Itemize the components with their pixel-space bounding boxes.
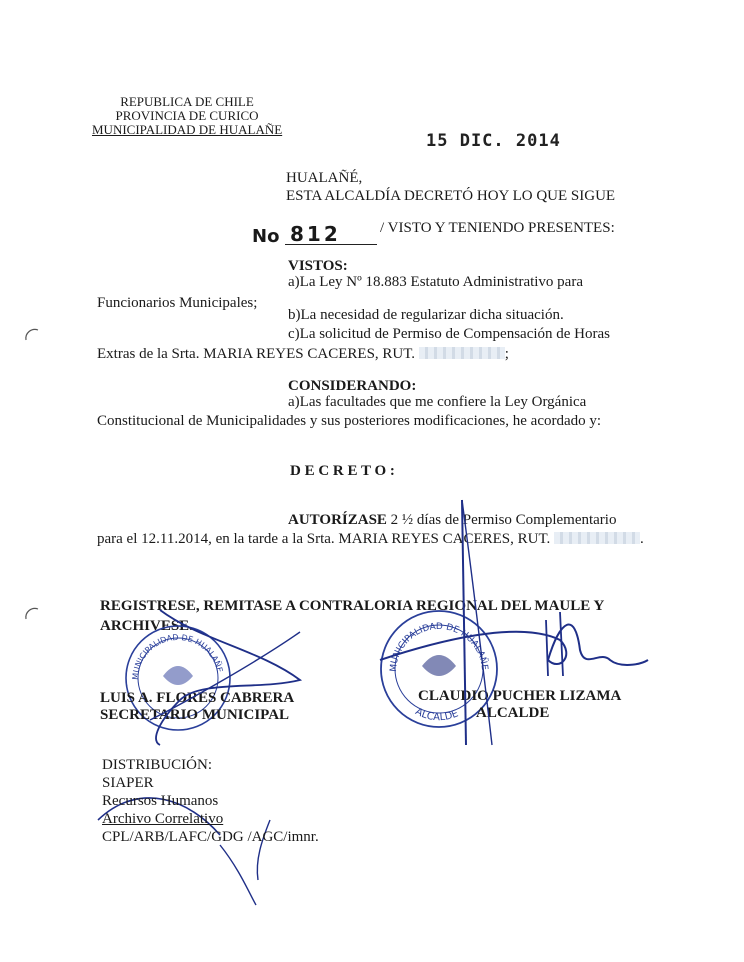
decreto-heading: D E C R E T O :	[290, 463, 395, 479]
decreto-line2: para el 12.11.2014, en la tarde a la Srta. MARIA REYES CACERES, RUT. .	[97, 531, 644, 547]
svg-text:MUNICIPALIDAD DE HUALAÑE: MUNICIPALIDAD DE HUALAÑE	[388, 621, 490, 673]
signer-right-name: CLAUDIO PUCHER LIZAMA	[418, 688, 622, 704]
decreto-line1: AUTORÍZASE 2 ½ días de Permiso Complementario	[288, 512, 617, 528]
distribucion-heading: DISTRIBUCIÓN:	[102, 757, 213, 773]
vistos-c-line2: Extras de la Srta. MARIA REYES CACERES, RUT. ;	[97, 346, 509, 362]
distribucion-item: Archivo Correlativo	[102, 811, 224, 827]
svg-text:ALCALDE: ALCALDE	[413, 706, 461, 724]
letterhead-country: REPUBLICA DE CHILE	[120, 94, 254, 109]
visto-heading: / VISTO Y TENIENDO PRESENTES:	[380, 220, 615, 236]
closing-line1: REGISTRESE, REMITASE A CONTRALORIA REGIONAL DEL MAULE Y	[100, 598, 605, 614]
decree-number-label: No	[252, 226, 280, 247]
vistos-heading: VISTOS:	[288, 258, 348, 274]
distribucion-item: Recursos Humanos	[102, 793, 219, 809]
vistos-b: b)La necesidad de regularizar dicha situación.	[288, 307, 564, 323]
vistos-c-line1: c)La solicitud de Permiso de Compensación de Horas	[288, 326, 611, 342]
letterhead-province: PROVINCIA DE CURICO	[115, 108, 259, 123]
vistos-a-line2: Funcionarios Municipales;	[97, 295, 258, 311]
vistos-a-line1: a)La Ley Nº 18.883 Estatuto Administrativo para	[288, 274, 583, 290]
considerando-a-line2: Constitucional de Municipalidades y sus posteriores modificaciones, he acordado y:	[97, 413, 602, 429]
distribucion-item: SIAPER	[102, 775, 154, 791]
letterhead-municipality: MUNICIPALIDAD DE HUALAÑE	[92, 122, 283, 137]
svg-text:MUNICIPALIDAD DE HUALAÑE: MUNICIPALIDAD DE HUALAÑE	[130, 632, 225, 681]
signer-left-name: LUIS A. FLORES CABRERA	[100, 690, 295, 706]
decree-number-value: 812	[290, 222, 341, 246]
closing-line2: ARCHIVESE.	[100, 618, 193, 634]
signer-right-title: ALCALDE	[476, 705, 550, 721]
considerando-a-line1: a)Las facultades que me confiere la Ley Orgánica	[288, 394, 587, 410]
date-stamp: 15 DIC. 2014	[426, 131, 561, 151]
intro-place: HUALAÑÉ,	[286, 170, 363, 186]
signer-left-title: SECRETARIO MUNICIPAL	[100, 707, 290, 723]
intro-statement: ESTA ALCALDÍA DECRETÓ HOY LO QUE SIGUE	[286, 188, 616, 204]
considerando-heading: CONSIDERANDO:	[288, 378, 417, 394]
distribucion-initials: CPL/ARB/LAFC/GDG /AGC/imnr.	[102, 829, 319, 845]
